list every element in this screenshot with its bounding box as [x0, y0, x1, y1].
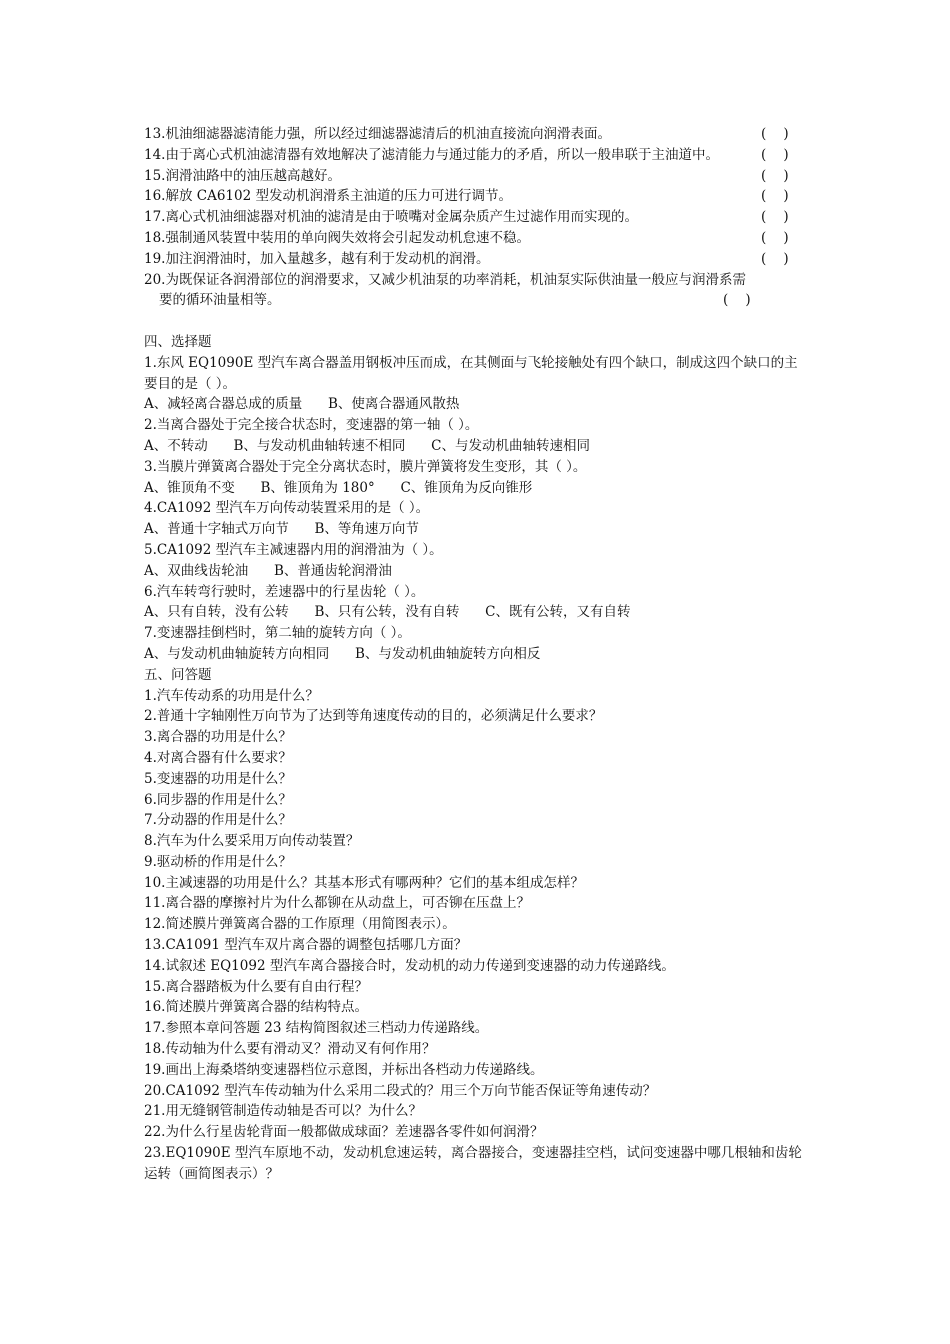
qa-item: 11.离合器的摩擦衬片为什么都铆在从动盘上，可否铆在压盘上？ — [144, 895, 530, 912]
qa-item: 6.同步器的作用是什么？ — [144, 791, 292, 808]
mc-item-6 — [144, 582, 809, 624]
qa-item: 8.汽车为什么要采用万向传动装置？ — [144, 833, 360, 850]
tf-question-text: 15.润滑油路中的油压越高越好。 — [144, 167, 341, 184]
tf-item-20 — [144, 270, 809, 312]
tf-item-14 — [144, 145, 809, 166]
qa-item: 15.离合器踏板为什么要有自由行程？ — [144, 978, 368, 995]
mc-item-1 — [144, 353, 809, 415]
qa-item: 23.EQ1090E 型汽车原地不动，发动机怠速运转，离合器接合，变速器挂空档，试问变速器中哪几根轴和齿轮运转（画简图表示）？ — [144, 1145, 802, 1182]
tf-question-text: 17.离心式机油细滤器对机油的滤清是由于喷嘴对金属杂质产生过滤作用而实现的。 — [144, 209, 638, 226]
mc-question: 7.变速器挂倒档时，第二轴的旋转方向（ ）。 — [144, 625, 411, 642]
mc-options: A、只有自转，没有公转 B、只有公转，没有自转 C、既有公转，又有自转 — [144, 604, 631, 621]
mc-item-7 — [144, 623, 809, 665]
qa-item: 18.传动轴为什么要有滑动叉？滑动叉有何作用？ — [144, 1041, 436, 1058]
answer-blank: ( ) — [761, 167, 789, 184]
answer-blank: ( ) — [761, 209, 789, 226]
mc-item-5 — [144, 540, 809, 582]
tf-item-16 — [144, 186, 809, 207]
mc-options: A、锥顶角不变 B、锥顶角为 180° C、锥顶角为反向锥形 — [144, 479, 533, 496]
qa-item: 2.普通十字轴刚性万向节为了达到等角速度传动的目的，必须满足什么要求？ — [144, 708, 603, 725]
section-gap — [144, 311, 809, 332]
qa-item: 1.汽车传动系的功用是什么？ — [144, 687, 319, 704]
section-5-title: 五、问答题 — [144, 666, 212, 683]
qa-item: 22.为什么行星齿轮背面一般都做成球面？差速器各零件如何润滑？ — [144, 1124, 544, 1141]
mc-question: 5.CA1092 型汽车主减速器内用的润滑油为（ ）。 — [144, 541, 443, 558]
qa-item: 16.简述膜片弹簧离合器的结构特点。 — [144, 999, 368, 1016]
tf-item-18 — [144, 228, 809, 249]
qa-item: 7.分动器的作用是什么？ — [144, 812, 292, 829]
tf-question-text: 13.机油细滤器滤清能力强，所以经过细滤器滤清后的机油直接流向润滑表面。 — [144, 126, 611, 142]
mc-item-4 — [144, 498, 809, 540]
mc-item-2 — [144, 415, 809, 457]
tf-question-text: 18.强制通风装置中装用的单向阀失效将会引起发动机怠速不稳。 — [144, 229, 530, 246]
tf-item-15 — [144, 166, 809, 187]
tf-question-text: 19.加注润滑油时，加入量越多，越有利于发动机的润滑。 — [144, 250, 490, 267]
tf-item-19 — [144, 249, 809, 270]
answer-blank: ( ) — [723, 292, 751, 309]
mc-options: A、不转动 B、与发动机曲轴转速不相同 C、与发动机曲轴转速相同 — [144, 437, 590, 454]
tf-question-text: 16.解放 CA6102 型发动机润滑系主油道的压力可进行调节。 — [144, 188, 512, 205]
mc-options: A、双曲线齿轮油 B、普通齿轮润滑油 — [144, 562, 392, 579]
answer-blank: ( ) — [761, 126, 789, 142]
section-4-title: 四、选择题 — [144, 333, 212, 350]
mc-item-3 — [144, 457, 809, 499]
qa-item: 17.参照本章问答题 23 结构简图叙述三档动力传递路线。 — [144, 1020, 489, 1037]
qa-item: 20.CA1092 型汽车传动轴为什么采用二段式的？用三个万向节能否保证等角速传动？ — [144, 1082, 657, 1099]
qa-item: 3.离合器的功用是什么？ — [144, 729, 292, 746]
answer-blank: ( ) — [761, 250, 789, 267]
mc-question: 4.CA1092 型汽车万向传动装置采用的是（ ）。 — [144, 500, 430, 517]
tf-item-17 — [144, 207, 809, 228]
qa-item: 12.简述膜片弹簧离合器的工作原理（用简图表示）。 — [144, 916, 456, 933]
qa-item: 5.变速器的功用是什么？ — [144, 770, 292, 787]
answer-blank: ( ) — [761, 146, 789, 163]
mc-question: 1.东风 EQ1090E 型汽车离合器盖用钢板冲压而成，在其侧面与飞轮接触处有四个缺口，制成这四个缺口的主要目的是（ ）。 — [144, 354, 798, 392]
qa-item: 13.CA1091 型汽车双片离合器的调整包括哪几方面？ — [144, 937, 468, 954]
mc-question: 3.当膜片弹簧离合器处于完全分离状态时，膜片弹簧将发生变形，其（ ）。 — [144, 458, 587, 475]
tf-question-text: 20.为既保证各润滑部位的润滑要求，又减少机油泵的功率消耗，机油泵实际供油量一般应与润滑系需要的循环油量相等。 — [144, 271, 746, 309]
answer-blank: ( ) — [761, 229, 789, 246]
qa-item: 21.用无缝钢管制造传动轴是否可以？为什么？ — [144, 1103, 422, 1120]
qa-item: 19.画出上海桑塔纳变速器档位示意图，并标出各档动力传递路线。 — [144, 1061, 544, 1078]
document-page — [144, 124, 809, 1185]
tf-question-text: 14.由于离心式机油滤清器有效地解决了滤清能力与通过能力的矛盾，所以一般串联于主油道中。 — [144, 146, 719, 163]
answer-blank: ( ) — [761, 188, 789, 205]
tf-item-13 — [144, 124, 809, 145]
mc-question: 6.汽车转弯行驶时，差速器中的行星齿轮（ ）。 — [144, 583, 425, 600]
mc-options: A、减轻离合器总成的质量 B、使离合器通风散热 — [144, 396, 460, 413]
mc-options: A、与发动机曲轴旋转方向相同 B、与发动机曲轴旋转方向相反 — [144, 645, 541, 662]
qa-item: 9.驱动桥的作用是什么？ — [144, 853, 292, 870]
qa-item: 10.主减速器的功用是什么？其基本形式有哪两种？它们的基本组成怎样？ — [144, 874, 584, 891]
mc-question: 2.当离合器处于完全接合状态时，变速器的第一轴（ ）。 — [144, 417, 479, 434]
qa-item: 14.试叙述 EQ1092 型汽车离合器接合时，发动机的动力传递到变速器的动力传递路线。 — [144, 957, 675, 974]
qa-item: 4.对离合器有什么要求？ — [144, 749, 292, 766]
mc-options: A、普通十字轴式万向节 B、等角速万向节 — [144, 521, 419, 538]
